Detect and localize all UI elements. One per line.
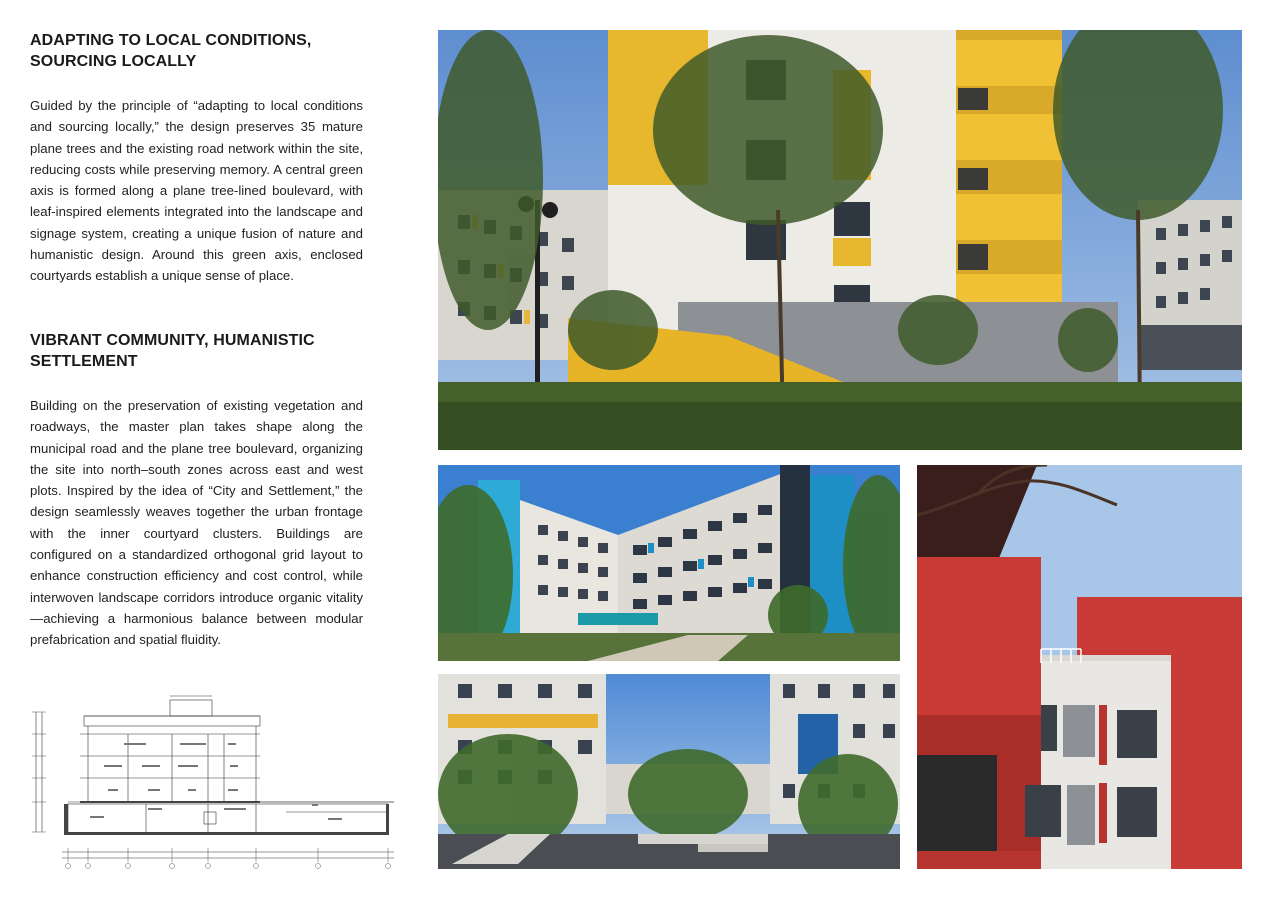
heading-line: SOURCING LOCALLY: [30, 53, 197, 70]
photo-yellow-building-courtyard: [438, 30, 1242, 450]
photo-courtyard-benches-svg: [438, 674, 900, 869]
section-body-vibrant-community: Building on the preservation of existing vegetation and roadways, the master plan takes shape along the municipal road and the plane tree boulevard, organizing the site into north–south zones across east and west plots. Inspired by the idea of “City and Settlement,” the design seamlessly weaves together the urban frontage with the inner courtyard clusters. Buildings are configured on a standardized orthogonal grid layout to enhance construction efficiency and cost control, while interwoven landscape corridors introduce organic vitality—achieving a harmonious balance between modular prefabrication and spatial fluidity.: [30, 398, 363, 648]
heading-line: VIBRANT COMMUNITY, HUMANISTIC: [30, 332, 315, 349]
photo-yellow-building-svg: [438, 30, 1242, 450]
heading-line: ADAPTING TO LOCAL CONDITIONS,: [30, 32, 312, 49]
photo-blue-building-courtyard: [438, 465, 900, 661]
photo-red-building-facade: [917, 465, 1242, 869]
section-drawing-svg: [28, 692, 398, 870]
heading-line: SETTLEMENT: [30, 353, 138, 370]
photo-red-building-svg: [917, 465, 1242, 869]
section-heading-vibrant-community: [30, 330, 370, 372]
photo-courtyard-benches: [438, 674, 900, 869]
photo-blue-building-svg: [438, 465, 900, 661]
section-heading-local-conditions: [30, 30, 370, 72]
building-section-drawing: [28, 692, 398, 870]
section-body-local-conditions: Guided by the principle of “adapting to local conditions and sourcing locally,” the design preserves 35 mature plane trees and the existing road network within the site, reducing costs while preserving memory. A central green axis is formed along a plane tree-lined boulevard, with leaf-inspired elements integrated into the landscape and signage system, creating a unique fusion of nature and humanistic design. Around this green axis, enclosed courtyards establish a unique sense of place.: [30, 98, 363, 284]
